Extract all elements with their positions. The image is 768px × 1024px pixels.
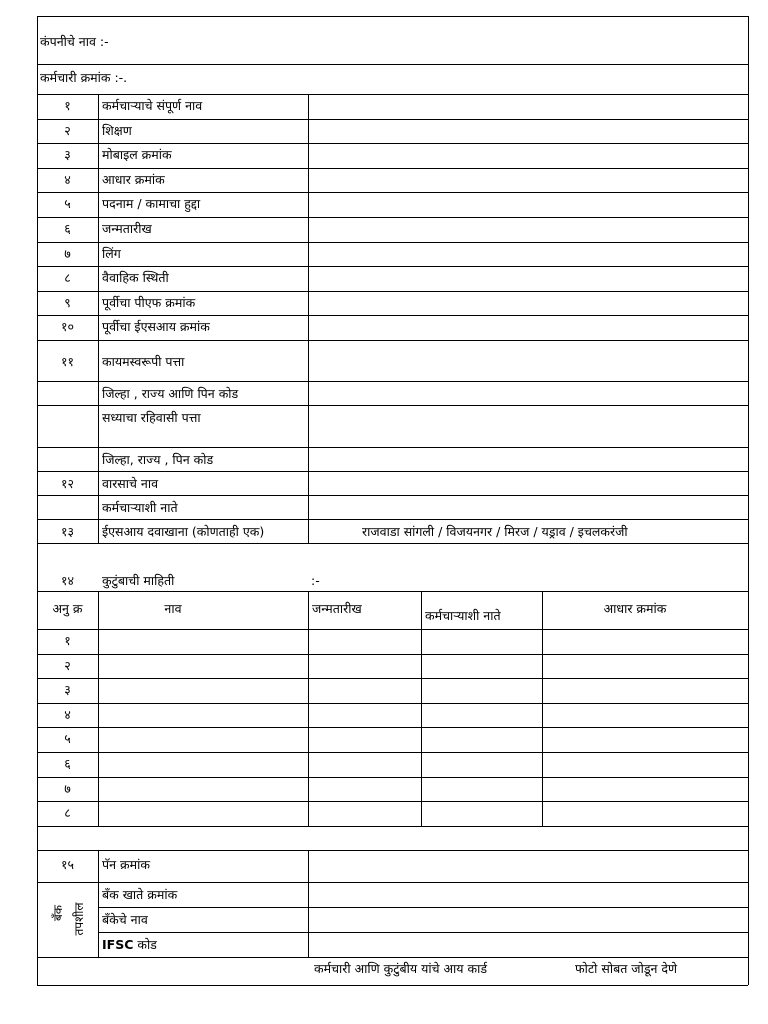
family-dob-input[interactable] [309, 778, 420, 801]
family-aadhaar-input[interactable] [543, 802, 747, 825]
family-dob-input[interactable] [309, 679, 420, 702]
family-row-number: ४ [64, 706, 71, 722]
section-label: कुटुंबाची माहिती [102, 573, 175, 588]
rule-line [748, 16, 749, 985]
family-row-number: ६ [64, 756, 71, 771]
column-header: नाव [164, 601, 182, 616]
pan-input[interactable] [309, 851, 747, 881]
family-dob-input[interactable] [309, 655, 420, 678]
field-label: जिल्हा, राज्य , पिन कोड [102, 452, 214, 467]
family-name-input[interactable] [99, 655, 307, 678]
rule-line [98, 591, 99, 826]
field-number: ४ [64, 171, 71, 187]
field-label: सध्याचा रहिवासी पत्ता [102, 410, 201, 425]
bank-side-label: बँक [51, 904, 65, 922]
current-district-input[interactable] [309, 448, 747, 470]
family-name-input[interactable] [99, 704, 307, 727]
family-dob-input[interactable] [309, 728, 420, 751]
permanent-district-input[interactable] [309, 382, 747, 404]
family-row-number: ५ [64, 731, 71, 747]
rule-line [308, 94, 309, 543]
family-relation-input[interactable] [422, 630, 541, 653]
field-input[interactable] [309, 120, 747, 143]
field-number: १४ [60, 573, 74, 588]
footer-note: फोटो सोबत जोडून देणे [575, 961, 678, 976]
field-label: आधार क्रमांक [102, 171, 165, 187]
rule-line [37, 519, 748, 520]
column-header: कर्मचाऱ्याशी नाते [425, 608, 501, 623]
field-label: कर्मचाऱ्याशी नाते [102, 500, 178, 515]
family-relation-input[interactable] [422, 778, 541, 801]
bank-account-input[interactable] [309, 883, 747, 905]
company-name-label: कंपनीचे नाव :- [40, 34, 109, 49]
ifsc-input[interactable] [309, 933, 747, 955]
nominee-name-input[interactable] [309, 472, 747, 494]
family-name-input[interactable] [99, 802, 307, 825]
column-header: जन्मतारीख [312, 601, 362, 616]
family-dob-input[interactable] [309, 704, 420, 727]
field-number: ३ [64, 147, 71, 163]
field-number: ६ [64, 221, 71, 236]
employee-number-label: कर्मचारी क्रमांक :-. [40, 70, 128, 85]
field-label: वारसाचे नाव [102, 476, 159, 491]
family-relation-input[interactable] [422, 704, 541, 727]
bank-side-label: तपशील [72, 902, 86, 936]
family-aadhaar-input[interactable] [543, 778, 747, 801]
family-dob-input[interactable] [309, 630, 420, 653]
company-name-field[interactable] [167, 17, 747, 63]
field-label: बँक खाते क्रमांक [102, 887, 178, 902]
family-name-input[interactable] [99, 728, 307, 751]
field-label: बँकेचे नाव [102, 912, 148, 927]
field-label: शिक्षण [102, 122, 132, 138]
rule-line [37, 826, 748, 827]
rule-line [308, 591, 309, 826]
footer-note: कर्मचारी आणि कुटुंबीय यांचे आय कार्ड [314, 961, 488, 976]
field-number: ११ [60, 354, 74, 369]
ifsc-label [102, 937, 157, 953]
family-name-input[interactable] [99, 630, 307, 653]
current-address-input[interactable] [309, 406, 747, 446]
field-label: कायमस्वरूपी पत्ता [102, 354, 185, 369]
family-relation-input[interactable] [422, 655, 541, 678]
field-input[interactable] [309, 95, 747, 118]
family-row-number: १ [64, 633, 71, 648]
field-label: पॅन क्रमांक [102, 857, 150, 872]
family-relation-input[interactable] [422, 753, 541, 776]
field-input[interactable] [309, 193, 747, 216]
section-colon: :- [311, 573, 320, 588]
rule-line [421, 591, 422, 826]
field-label: ईएसआय दवाखाना (कोणताही एक) [102, 524, 265, 539]
bank-name-input[interactable] [309, 908, 747, 930]
ifsc-rest-text: कोड [133, 937, 157, 952]
field-input[interactable] [309, 267, 747, 290]
field-label: कर्मचाऱ्याचे संपूर्ण नाव [102, 98, 203, 113]
family-row-number: ७ [64, 780, 71, 796]
rule-line [37, 543, 748, 544]
field-number: १० [60, 319, 74, 335]
field-label: जन्मतारीख [102, 221, 152, 236]
family-name-input[interactable] [99, 753, 307, 776]
family-dob-input[interactable] [309, 802, 420, 825]
family-aadhaar-input[interactable] [543, 630, 747, 653]
family-dob-input[interactable] [309, 753, 420, 776]
family-aadhaar-input[interactable] [543, 704, 747, 727]
family-row-number: ३ [64, 682, 71, 698]
field-input[interactable] [309, 292, 747, 315]
family-relation-input[interactable] [422, 802, 541, 825]
field-number: १ [64, 98, 71, 113]
field-input[interactable] [309, 316, 747, 339]
ifsc-bold-text: IFSC [102, 937, 134, 952]
family-row-number: ८ [64, 805, 71, 821]
rule-line [542, 591, 543, 826]
column-header: आधार क्रमांक [603, 601, 667, 616]
family-aadhaar-input[interactable] [543, 728, 747, 751]
field-number: १३ [60, 524, 74, 539]
rule-line [98, 850, 99, 957]
field-label: पूर्वीचा ईएसआय क्रमांक [102, 319, 210, 335]
family-aadhaar-input[interactable] [543, 753, 747, 776]
family-name-input[interactable] [99, 778, 307, 801]
field-label: पदनाम / कामाचा हुद्दा [102, 196, 201, 212]
rule-line [98, 94, 99, 543]
esi-options: राजवाडा सांगली / विजयनगर / मिरज / यड्राव / इचलकरंजी [362, 524, 628, 539]
permanent-address-input[interactable] [309, 341, 747, 380]
field-number: ९ [64, 294, 71, 310]
field-number: ८ [64, 270, 71, 286]
field-input[interactable] [309, 243, 747, 266]
field-label: पूर्वीचा पीएफ क्रमांक [102, 294, 196, 310]
field-label: लिंग [102, 245, 121, 261]
employee-form [37, 16, 748, 985]
field-input[interactable] [309, 169, 747, 192]
field-number: ५ [64, 196, 71, 212]
field-label: वैवाहिक स्थिती [102, 270, 169, 286]
field-input[interactable] [309, 218, 747, 241]
family-relation-input[interactable] [422, 728, 541, 751]
employee-number-field[interactable] [167, 65, 747, 93]
field-number: ७ [64, 245, 71, 261]
rule-line [37, 985, 748, 986]
field-number: १२ [60, 476, 74, 491]
field-label: मोबाइल क्रमांक [102, 147, 172, 163]
family-aadhaar-input[interactable] [543, 679, 747, 702]
rule-line [37, 957, 748, 958]
family-row-number: २ [64, 657, 71, 673]
family-aadhaar-input[interactable] [543, 655, 747, 678]
field-label: जिल्हा , राज्य आणि पिन कोड [102, 386, 239, 401]
field-number: २ [64, 122, 71, 138]
field-number: १५ [60, 857, 74, 872]
family-relation-input[interactable] [422, 679, 541, 702]
rule-line [37, 591, 748, 592]
nominee-relation-input[interactable] [309, 496, 747, 518]
column-header: अनु क्र [52, 601, 83, 616]
family-name-input[interactable] [99, 679, 307, 702]
rule-line [308, 850, 309, 957]
field-input[interactable] [309, 144, 747, 167]
